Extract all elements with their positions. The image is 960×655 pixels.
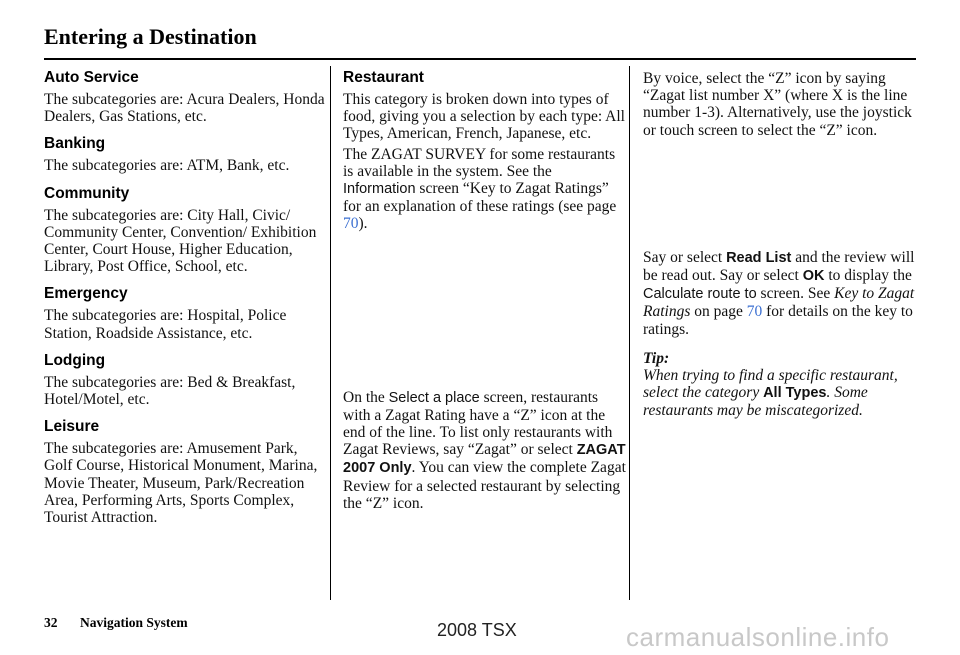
section-heading-emergency: Emergency xyxy=(44,285,128,303)
column-divider-1 xyxy=(330,66,331,600)
column-middle xyxy=(343,68,627,512)
page-link-70[interactable]: 70 xyxy=(343,215,359,233)
site-watermark: carmanualsonline.info xyxy=(626,622,890,652)
model-label: 2008 TSX xyxy=(437,620,517,640)
page-title: Entering a Destination xyxy=(44,24,257,49)
section-text-emergency: The subcategories are: Hospital, Police Station, Roadside Assistance, etc. xyxy=(44,307,287,342)
page-link-70-b[interactable]: 70 xyxy=(746,303,763,321)
ok-button-label: OK xyxy=(802,268,825,285)
column-right xyxy=(643,68,923,420)
zagat-only-button-label: ZAGAT 2007 Only xyxy=(343,442,626,477)
all-types-button-label: All Types xyxy=(763,385,827,402)
section-text-leisure: The subcategories are: Amusement Park, Golf Course, Historical Monument, Marina, Movie Theater, Museum, Park/Recreation Area, Performing Arts, Sports Complex, Tourist Attraction. xyxy=(44,440,318,527)
voice-select-text: By voice, select the “Z” icon by saying “Zagat list number X” (where X is the line number 1-3). Alternatively, use the joystick or touch screen to select the “Z” icon. xyxy=(643,70,912,139)
tip-label: Tip: xyxy=(643,349,670,367)
information-screen-name: Information xyxy=(343,181,416,198)
title-rule xyxy=(44,58,916,60)
calculate-route-screen-name: Calculate route to xyxy=(643,286,757,303)
section-text-auto-service: The subcategories are: Acura Dealers, Honda Dealers, Gas Stations, etc. xyxy=(44,91,325,126)
select-place-screen-name: Select a place xyxy=(388,389,480,406)
read-list-text: Say or select Read List and the review will be read out. Say or select OK to display the Calculate route to screen. See Key to Zagat Ratings on page 70 for details on the key to ratings. xyxy=(643,248,915,338)
section-heading-leisure: Leisure xyxy=(44,418,100,436)
select-place-text: On the Select a place screen, restaurants with a Zagat Rating have a “Z” icon at the end of the line. To list only restaurants with Zagat Reviews, say “Zagat” or select ZAGAT 2007 Only. You can view the complete Zagat Review for a selected restaurant by selecting the “Z” icon. xyxy=(343,388,626,512)
zagat-survey-text: The ZAGAT SURVEY for some restaurants is available in the system. See the Information screen “Key to Zagat Ratings” for an explanation of these ratings (see page 70). xyxy=(343,145,617,233)
section-heading-restaurant: Restaurant xyxy=(343,69,424,86)
column-divider-2 xyxy=(629,66,630,600)
section-heading-community: Community xyxy=(44,184,130,202)
section-heading-auto-service: Auto Service xyxy=(44,69,139,86)
read-list-button-label: Read List xyxy=(726,249,792,266)
tip-block: Tip: When trying to find a specific restaurant, select the category All Types. Some restaurants may be miscategorized. xyxy=(643,349,898,420)
section-text-lodging: The subcategories are: Bed & Breakfast, Hotel/Motel, etc. xyxy=(44,373,296,409)
page-number: 32 xyxy=(44,615,58,630)
section-heading-lodging: Lodging xyxy=(44,351,106,369)
key-to-zagat-ratings-ref: Key to Zagat Ratings xyxy=(643,285,915,321)
section-text-community: The subcategories are: City Hall, Civic/ Community Center, Convention/ Exhibition Center, Court House, Higher Education, Library, Post Office, School, etc. xyxy=(44,206,317,276)
column-left xyxy=(44,68,326,526)
footer-label: Navigation System xyxy=(80,615,188,630)
section-heading-banking: Banking xyxy=(44,135,106,153)
restaurant-intro-text: This category is broken down into types of food, giving you a selection by each type: All Types, American, French, Japanese, etc. xyxy=(343,91,625,143)
section-text-banking: The subcategories are: ATM, Bank, etc. xyxy=(44,157,290,175)
